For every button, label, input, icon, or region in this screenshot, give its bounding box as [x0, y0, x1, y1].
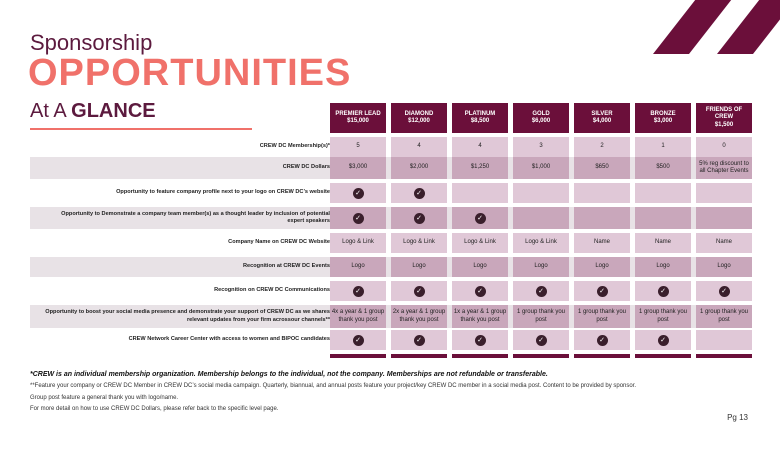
- cell-value: $500: [656, 164, 670, 171]
- checkmark-icon: ✓: [353, 188, 364, 199]
- table-cell: [330, 305, 386, 328]
- table-cell: [574, 281, 630, 301]
- tier-price: $6,000: [531, 118, 551, 124]
- table-cell: [330, 281, 386, 301]
- table-cell: [696, 183, 752, 203]
- row-label: Recognition on CREW DC Communications: [214, 287, 330, 294]
- row-label: Opportunity to Demonstrate a company team member(s) as a thought leader by inclusion of potential expert speakers: [61, 210, 330, 224]
- table-cell: [574, 257, 630, 277]
- tier-name: PREMIER LEAD: [335, 110, 381, 117]
- tier-header: [513, 103, 569, 133]
- checkmark-icon: ✓: [475, 335, 486, 346]
- table-cell: [330, 183, 386, 203]
- cell-value: 4: [478, 143, 482, 150]
- table-cell: [635, 330, 691, 350]
- row-label: CREW Network Career Center with access to women and BIPOC candidates: [128, 336, 330, 343]
- table-cell: [696, 305, 752, 328]
- cell-value: Logo: [473, 263, 487, 270]
- checkmark-icon: ✓: [597, 335, 608, 346]
- title-sponsorship: Sponsorship: [30, 30, 153, 55]
- checkmark-icon: ✓: [475, 213, 486, 224]
- checkmark-icon: ✓: [536, 286, 547, 297]
- checkmark-icon: ✓: [597, 286, 608, 297]
- column-footer-bar: [330, 354, 386, 358]
- membership-note: *CREW is an individual membership organization. Membership belongs to the individual, not the company. Memberships are not refundable or transferable.: [30, 371, 548, 378]
- table-cell: [513, 183, 569, 203]
- table-cell: [696, 257, 752, 277]
- tier-price: $4,000: [592, 118, 612, 124]
- table-cell: [513, 305, 569, 328]
- cell-value: Logo & Link: [464, 239, 496, 246]
- table-cell: [696, 137, 752, 157]
- tier-header: [330, 103, 386, 133]
- checkmark-icon: ✓: [414, 188, 425, 199]
- cell-value: $3,000: [348, 164, 368, 171]
- table-cell: [696, 207, 752, 229]
- table-cell: [391, 183, 447, 203]
- title-underline: [30, 128, 252, 130]
- table-cell: [574, 183, 630, 203]
- table-cell: [635, 137, 691, 157]
- table-cell: [513, 257, 569, 277]
- subtitle-at-a-glance: At A GLANCE: [30, 100, 156, 122]
- table-cell: [696, 233, 752, 253]
- table-cell: [391, 157, 447, 179]
- cell-value: Logo: [717, 263, 731, 270]
- table-cell: [330, 233, 386, 253]
- table-cell: [574, 157, 630, 179]
- checkmark-icon: ✓: [353, 286, 364, 297]
- tier-price: $12,000: [408, 118, 430, 124]
- checkmark-icon: ✓: [414, 335, 425, 346]
- table-cell: [513, 233, 569, 253]
- table-cell: [391, 305, 447, 328]
- cell-value: 3: [539, 143, 543, 150]
- tier-price: $3,000: [653, 118, 673, 124]
- table-cell: [635, 157, 691, 179]
- table-cell: [330, 157, 386, 179]
- table-cell: [696, 281, 752, 301]
- table-cell: [330, 207, 386, 229]
- tier-price: $8,500: [470, 118, 490, 124]
- table-cell: [452, 183, 508, 203]
- cell-value: 4x a year & 1 group thank you post: [331, 309, 385, 323]
- cell-value: Logo & Link: [342, 239, 374, 246]
- table-cell: [452, 305, 508, 328]
- crew-dollars-note: For more detail on how to use CREW DC Dollars, please refer back to the specific level page.: [30, 406, 279, 413]
- cell-value: 0: [722, 143, 726, 150]
- table-cell: [574, 137, 630, 157]
- cell-value: 5% reg discount to all Chapter Events: [699, 160, 749, 174]
- row-label: Opportunity to feature company profile next to your logo on CREW DC’s website: [116, 189, 330, 196]
- cell-value: 5: [356, 143, 360, 150]
- cell-value: $1,000: [531, 164, 551, 171]
- table-cell: [452, 330, 508, 350]
- tier-price: $15,000: [347, 118, 369, 124]
- table-cell: [330, 257, 386, 277]
- cell-value: Logo: [534, 263, 548, 270]
- cell-value: 1 group thank you post: [699, 309, 749, 323]
- row-label: Opportunity to boost your social media presence and demonstrate your support of CREW DC as we shares relevant updates from your firm acrossour channels**: [45, 309, 330, 323]
- cell-value: Logo & Link: [403, 239, 435, 246]
- column-footer-bar: [574, 354, 630, 358]
- table-cell: [391, 330, 447, 350]
- table-cell: [574, 330, 630, 350]
- checkmark-icon: ✓: [536, 335, 547, 346]
- tier-price: $1,500: [714, 121, 734, 128]
- footnotes: [30, 368, 750, 415]
- checkmark-icon: ✓: [658, 286, 669, 297]
- cell-value: Name: [654, 239, 671, 246]
- table-cell: [391, 233, 447, 253]
- table-cell: [452, 281, 508, 301]
- column-footer-bar: [635, 354, 691, 358]
- cell-value: Logo: [412, 263, 426, 270]
- table-cell: [696, 157, 752, 179]
- cell-value: Logo & Link: [525, 239, 557, 246]
- decorative-stripe-right: [717, 0, 780, 54]
- tier-name: DIAMOND: [404, 110, 434, 117]
- table-cell: [635, 233, 691, 253]
- cell-value: $1,250: [470, 164, 490, 171]
- tier-header: [635, 103, 691, 133]
- column-footer-bar: [513, 354, 569, 358]
- table-cell: [635, 257, 691, 277]
- cell-value: 1 group thank you post: [516, 309, 566, 323]
- checkmark-icon: ✓: [414, 286, 425, 297]
- tier-name: PLATINUM: [464, 110, 496, 117]
- table-cell: [452, 157, 508, 179]
- tier-header: [391, 103, 447, 133]
- tier-header: [452, 103, 508, 133]
- checkmark-icon: ✓: [353, 335, 364, 346]
- table-cell: [635, 305, 691, 328]
- table-cell: [574, 233, 630, 253]
- cell-value: $2,000: [409, 164, 429, 171]
- table-cell: [391, 207, 447, 229]
- checkmark-icon: ✓: [475, 286, 486, 297]
- checkmark-icon: ✓: [353, 213, 364, 224]
- table-cell: [513, 157, 569, 179]
- table-cell: [513, 137, 569, 157]
- cell-value: 1 group thank you post: [638, 309, 688, 323]
- column-footer-bar: [696, 354, 752, 358]
- column-footer-bar: [452, 354, 508, 358]
- checkmark-icon: ✓: [658, 335, 669, 346]
- tier-header: [574, 103, 630, 133]
- table-cell: [391, 137, 447, 157]
- tier-name: FRIENDS OF CREW: [705, 106, 743, 121]
- checkmark-icon: ✓: [414, 213, 425, 224]
- table-cell: [513, 207, 569, 229]
- table-cell: [574, 305, 630, 328]
- tier-header: [696, 103, 752, 133]
- cell-value: Name: [593, 239, 610, 246]
- page-number: Pg 13: [727, 413, 748, 422]
- cell-value: Logo: [595, 263, 609, 270]
- table-cell: [391, 257, 447, 277]
- group-post-note: Group post feature a general thank you with logo/name.: [30, 394, 179, 401]
- table-cell: [635, 207, 691, 229]
- table-cell: [452, 207, 508, 229]
- table-cell: [635, 183, 691, 203]
- cell-value: Logo: [351, 263, 365, 270]
- row-label: CREW DC Membership(s)*: [259, 143, 330, 150]
- social-media-note: **Feature your company or CREW DC Member in CREW DC’s social media campaign. Quarterly, biannual, and annual posts feature your project/key CREW DC member in a social media post. Content to be provided by sponsor.: [30, 383, 637, 390]
- cell-value: 2x a year & 1 group thank you post: [392, 309, 446, 323]
- row-label: CREW DC Dollars: [282, 164, 330, 171]
- cell-value: 1: [661, 143, 665, 150]
- title-opportunities: OPPORTUNITIES: [28, 52, 352, 94]
- table-cell: [452, 137, 508, 157]
- cell-value: Logo: [656, 263, 670, 270]
- row-label: Company Name on CREW DC Website: [228, 239, 330, 246]
- cell-value: 4: [417, 143, 421, 150]
- checkmark-icon: ✓: [719, 286, 730, 297]
- table-cell: [635, 281, 691, 301]
- cell-value: $650: [595, 164, 609, 171]
- table-cell: [696, 330, 752, 350]
- table-cell: [513, 281, 569, 301]
- cell-value: 1 group thank you post: [577, 309, 627, 323]
- table-cell: [452, 257, 508, 277]
- cell-value: 2: [600, 143, 604, 150]
- table-cell: [574, 207, 630, 229]
- cell-value: 1x a year & 1 group thank you post: [453, 309, 507, 323]
- table-cell: [391, 281, 447, 301]
- table-cell: [330, 330, 386, 350]
- column-footer-bar: [391, 354, 447, 358]
- tier-name: SILVER: [591, 110, 613, 117]
- cell-value: Name: [715, 239, 732, 246]
- table-cell: [452, 233, 508, 253]
- table-cell: [513, 330, 569, 350]
- tier-name: BRONZE: [650, 110, 676, 117]
- tier-name: GOLD: [532, 110, 550, 117]
- row-label: Recognition at CREW DC Events: [242, 263, 330, 270]
- table-cell: [330, 137, 386, 157]
